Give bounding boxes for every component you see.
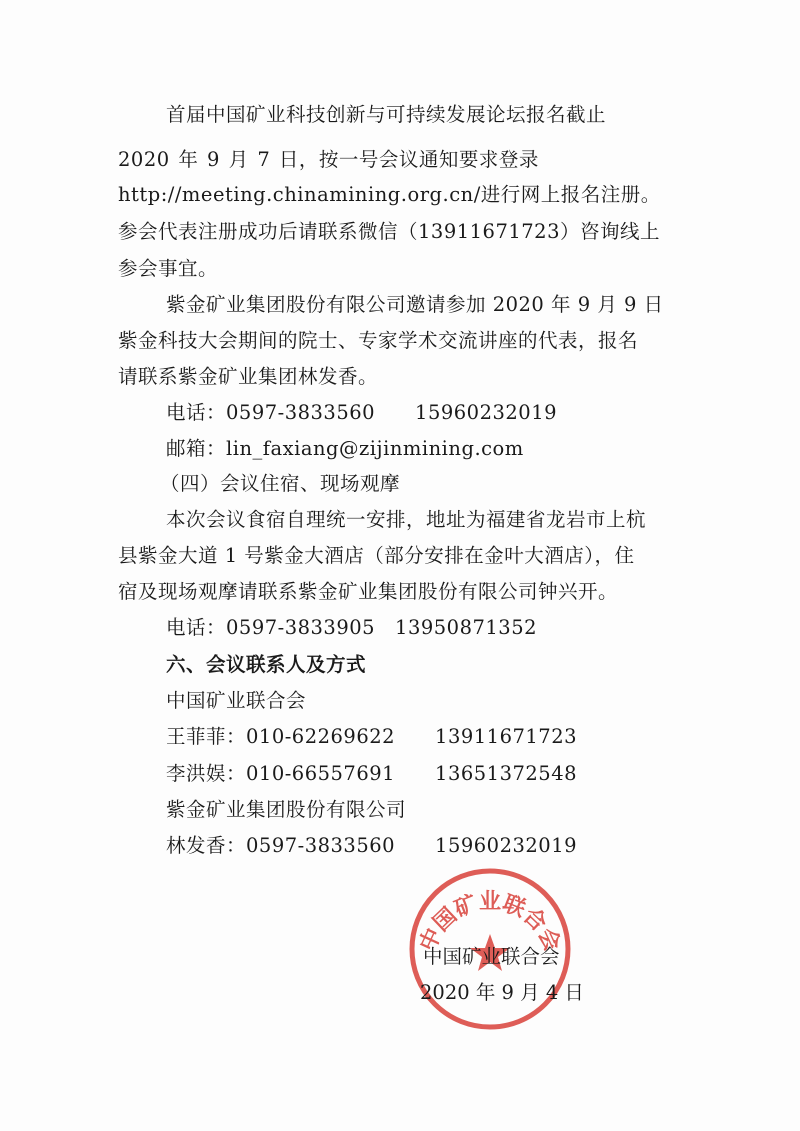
para1-line4: 参会代表注册成功后请联系微信（13911671723）咨询线上 (118, 220, 660, 243)
para2-email: 邮箱：lin_faxiang@zijinmining.com (166, 437, 524, 460)
section6-heading: 六、会议联系人及方式 (166, 653, 367, 676)
para1-line3: http://meeting.chinamining.org.cn/进行网上报名注册。 (118, 183, 661, 206)
section6-contact2: 李洪娱：010-66557691 13651372548 (166, 762, 578, 785)
section4-phone: 电话：0597-3833905 13950871352 (166, 616, 538, 639)
para2-line2: 紫金科技大会期间的院士、专家学术交流讲座的代表，报名 (118, 329, 639, 352)
section4-line2: 县紫金大道 1 号紫金大酒店（部分安排在金叶大酒店），住 (118, 544, 635, 567)
section6-org2: 紫金矿业集团股份有限公司 (166, 798, 407, 821)
seal-text: 中国矿业联合会 (414, 888, 566, 956)
section6-org1: 中国矿业联合会 (166, 689, 307, 712)
para2-line1: 紫金矿业集团股份有限公司邀请参加 2020 年 9 月 9 日 (166, 293, 664, 316)
para1-line2: 2020 年 9 月 7 日，按一号会议通知要求登录 (118, 148, 539, 171)
section6-contact1: 王菲菲：010-62269622 13911671723 (166, 725, 578, 748)
para1-line5: 参会事宜。 (118, 257, 219, 280)
section4-line1: 本次会议食宿自理统一安排，地址为福建省龙岩市上杭 (166, 508, 647, 531)
signature-org: 中国矿业联合会 (423, 945, 560, 968)
section6-contact3: 林发香：0597-3833560 15960232019 (166, 834, 578, 857)
section4-heading: （四）会议住宿、现场观摩 (160, 472, 401, 495)
signature-date: 2020 年 9 月 4 日 (420, 981, 584, 1004)
para2-phone: 电话：0597-3833560 15960232019 (166, 401, 558, 424)
para1-line1: 首届中国矿业科技创新与可持续发展论坛报名截止 (166, 103, 607, 126)
para2-line3: 请联系紫金矿业集团林发香。 (118, 365, 379, 388)
section4-line3: 宿及现场观摩请联系紫金矿业集团股份有限公司钟兴开。 (118, 580, 619, 603)
